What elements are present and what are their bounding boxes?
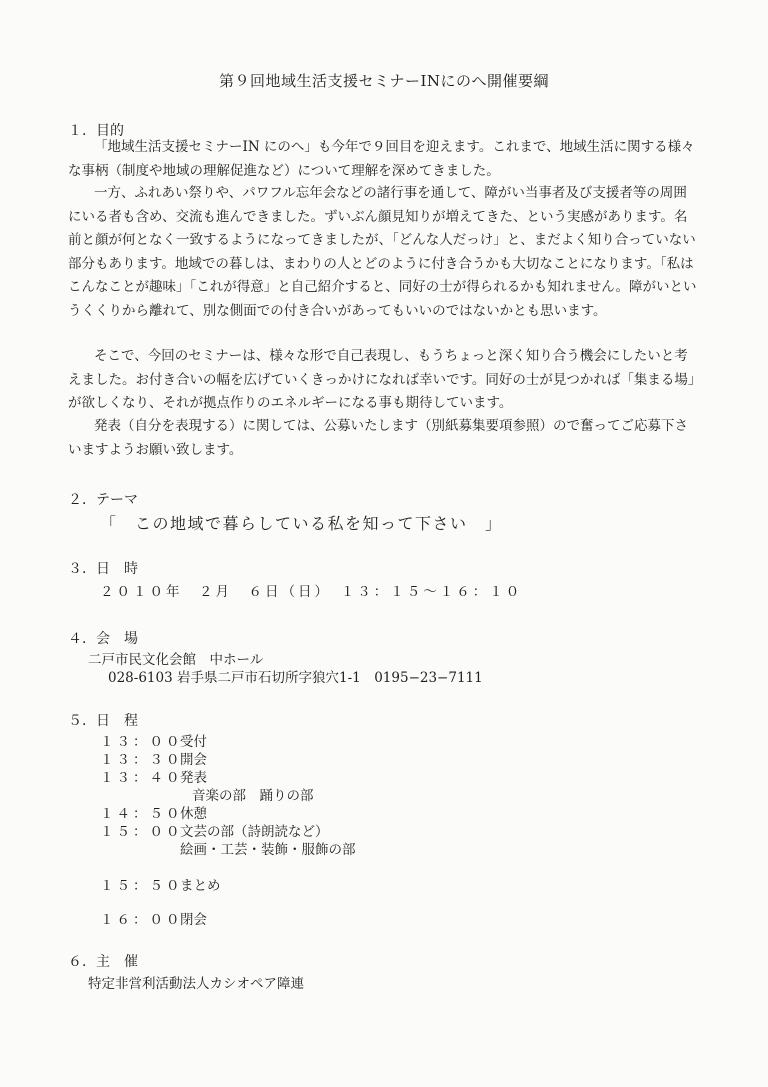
schedule-event: 受付	[180, 734, 207, 750]
schedule-event: 閉会	[180, 912, 207, 928]
schedule-event: 休憩	[180, 806, 207, 822]
purpose-paragraph-2: 一方、ふれあい祭りや、パワフル忘年会などの諸行事を通して、障がい当事者及び支援者等の周囲にいる者も含め、交流も進んできました。ずいぶん顔見知りが増えてきた、という実感があります。名前と顔が何となく一致するようになってきましたが、「どんな人だっけ」と、まだよく知り合っていない部分もあります。地域での暮しは、まわりの人とどのように付き合うかも大切なことになります。「私はこんなことが趣味」「これが得意」と自己紹介すると、同好の士が得られるかも知れません。障がいというくくりから離れて、別な側面での付き合いがあってもいいのではないかとも思います。	[68, 185, 697, 319]
venue-name: 二戸市民文化会館 中ホール	[88, 652, 264, 668]
purpose-heading: １．目的	[68, 123, 124, 139]
purpose-paragraph-3: そこで、今回のセミナーは、様々な形で自己表現し、もうちょっと深く知り合う機会にしたいと考えました。お付き合いの幅を広げていくきっかけになれば幸いです。同好の士が見つかれば「集まる場」が欲しくなり、それが拠点作りのエネルギーになる事も期待しています。	[68, 348, 695, 412]
theme-heading: ２．テーマ	[68, 492, 138, 508]
page-title: 第９回地域生活支援セミナーINにのへ開催要綱	[218, 72, 550, 90]
schedule-sub-event: 音楽の部 踊りの部	[192, 788, 314, 804]
schedule-sub-event: 絵画・工芸・装飾・服飾の部	[180, 842, 356, 858]
schedule-time: １３：４０	[100, 770, 183, 786]
schedule-time: １３：００	[100, 734, 183, 750]
purpose-paragraph-1: 「地域生活支援セミナーIN にのへ」も今年で９回目を迎えます。これまで、地域生活に関する様々な事柄（制度や地域の理解促進など）について理解を深めてきました。	[68, 139, 695, 179]
schedule-event: 開会	[180, 752, 207, 768]
schedule-heading: ５．日 程	[68, 713, 138, 729]
schedule-time: １６：００	[100, 912, 183, 928]
schedule-event: 文芸の部（詩朗読など）	[180, 824, 329, 840]
schedule-time: １３：３０	[100, 752, 183, 768]
datetime-heading: ３．日 時	[68, 561, 138, 577]
venue-heading: ４．会 場	[68, 631, 138, 647]
schedule-event: 発表	[180, 770, 207, 786]
venue-address: 028-6103 岩手県二戸市石切所字狼穴1-1 0195−23−7111	[108, 670, 483, 686]
theme-text: 「 この地域で暮らしている私を知って下さい 」	[100, 514, 503, 533]
host-name: 特定非営利活動法人カシオペア障連	[88, 976, 304, 992]
schedule-event: まとめ	[180, 878, 221, 894]
schedule-time: １５：００	[100, 824, 183, 840]
schedule-time: １５：５０	[100, 878, 183, 894]
purpose-paragraph-4: 発表（自分を表現する）に関しては、公募いたします（別紙募集要項参照）ので奮ってご応募下さいますようお願い致します。	[68, 418, 688, 458]
host-heading: ６．主 催	[68, 954, 138, 970]
datetime-text: ２０１０年 ２月 ６日（日） １３：１５〜１６：１０	[100, 584, 523, 600]
schedule-time: １４：５０	[100, 806, 183, 822]
